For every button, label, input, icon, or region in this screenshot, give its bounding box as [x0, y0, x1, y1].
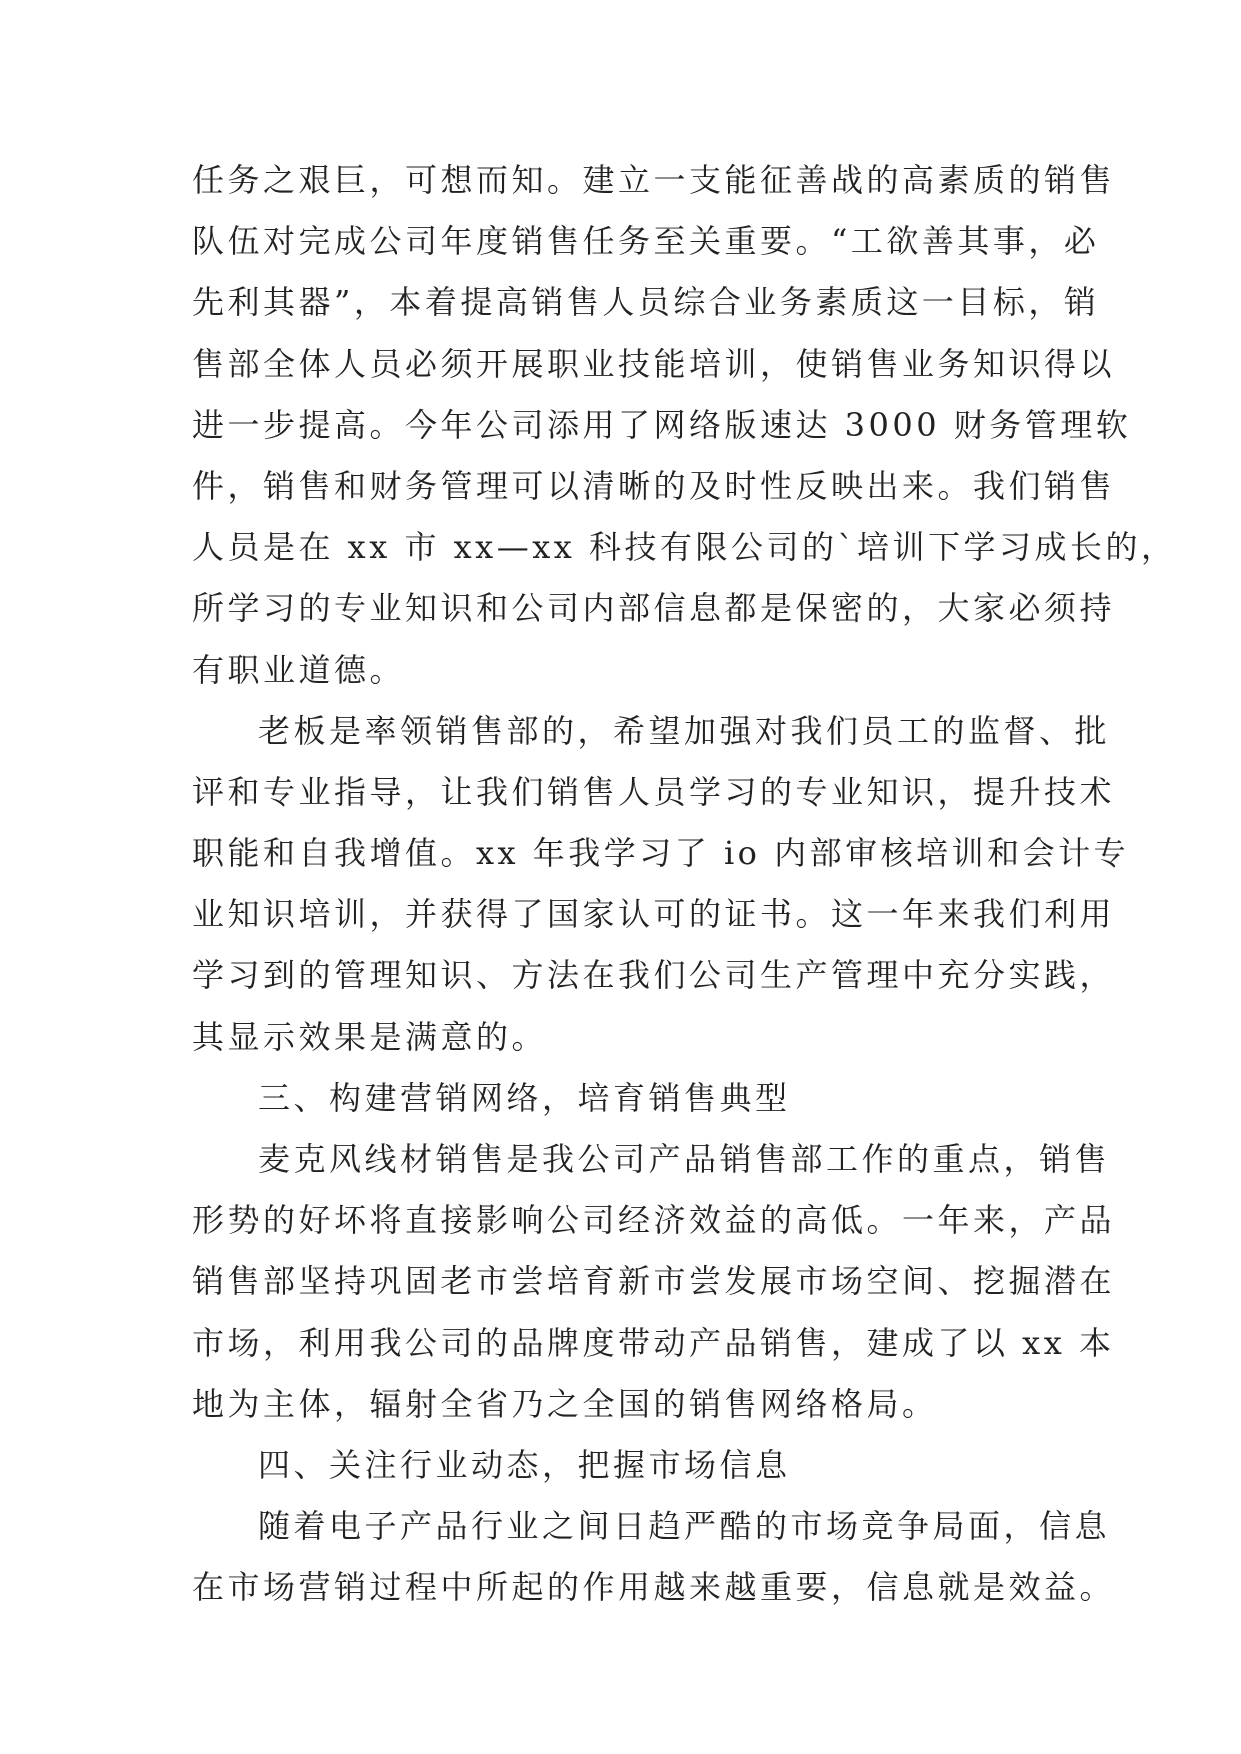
text-line: 队伍对完成公司年度销售任务至关重要。“工欲善其事，必	[192, 222, 1100, 261]
text-line: 职能和自我增值。xx 年我学习了 io 内部审核培训和会计专	[192, 834, 1130, 873]
section-heading-3	[192, 1068, 1060, 1129]
paragraph-sales-network	[192, 1129, 1116, 1435]
text-line: 业知识培训，并获得了国家认可的证书。这一年来我们利用	[192, 895, 1116, 934]
text-line: 老板是率领销售部的，希望加强对我们员工的监督、批	[258, 711, 1111, 750]
text-line: 随着电子产品行业之间日趋严酷的市场竞争局面，信息	[258, 1507, 1111, 1546]
text-line: 其显示效果是满意的。	[192, 1017, 548, 1056]
text-line: 先利其器”，本着提高销售人员综合业务素质这一目标，销	[192, 283, 1100, 322]
text-line: 任务之艰巨，可想而知。建立一支能征善战的高素质的销售	[192, 161, 1116, 199]
text-line: 件，销售和财务管理可以清晰的及时性反映出来。我们销售	[192, 466, 1116, 505]
document-body	[192, 150, 1177, 1619]
text-line: 人员是在 xx 市 xx—xx 科技有限公司的`培训下学习成长的，	[192, 528, 1177, 567]
section-heading-4	[192, 1435, 1060, 1496]
text-line: 销售部坚持巩固老市尝培育新市尝发展市场空间、挖掘潜在	[192, 1262, 1116, 1301]
text-line: 四、关注行业动态，把握市场信息	[258, 1445, 791, 1484]
text-line: 三、构建营销网络，培育销售典型	[258, 1078, 791, 1117]
text-line: 麦克风线材销售是我公司产品销售部工作的重点，销售	[258, 1140, 1111, 1178]
text-line: 市场，利用我公司的品牌度带动产品销售，建成了以 xx 本	[192, 1323, 1115, 1362]
text-line: 所学习的专业知识和公司内部信息都是保密的，大家必须持	[192, 589, 1116, 628]
paragraph-training	[192, 150, 1177, 701]
text-line: 售部全体人员必须开展职业技能培训，使销售业务知识得以	[192, 344, 1116, 383]
paragraph-boss-guidance	[192, 701, 1130, 1068]
text-line: 有职业道德。	[192, 650, 406, 689]
text-line: 进一步提高。今年公司添用了网络版速达 3000 财务管理软	[192, 405, 1132, 444]
paragraph-market-info	[192, 1496, 1116, 1618]
text-line: 评和专业指导，让我们销售人员学习的专业知识，提升技术	[192, 772, 1116, 811]
text-line: 学习到的管理知识、方法在我们公司生产管理中充分实践，	[192, 956, 1116, 995]
text-line: 在市场营销过程中所起的作用越来越重要，信息就是效益。	[192, 1568, 1116, 1607]
text-line: 形势的好坏将直接影响公司经济效益的高低。一年来，产品	[192, 1201, 1116, 1240]
text-line: 地为主体，辐射全省乃之全国的销售网络格局。	[192, 1384, 938, 1423]
